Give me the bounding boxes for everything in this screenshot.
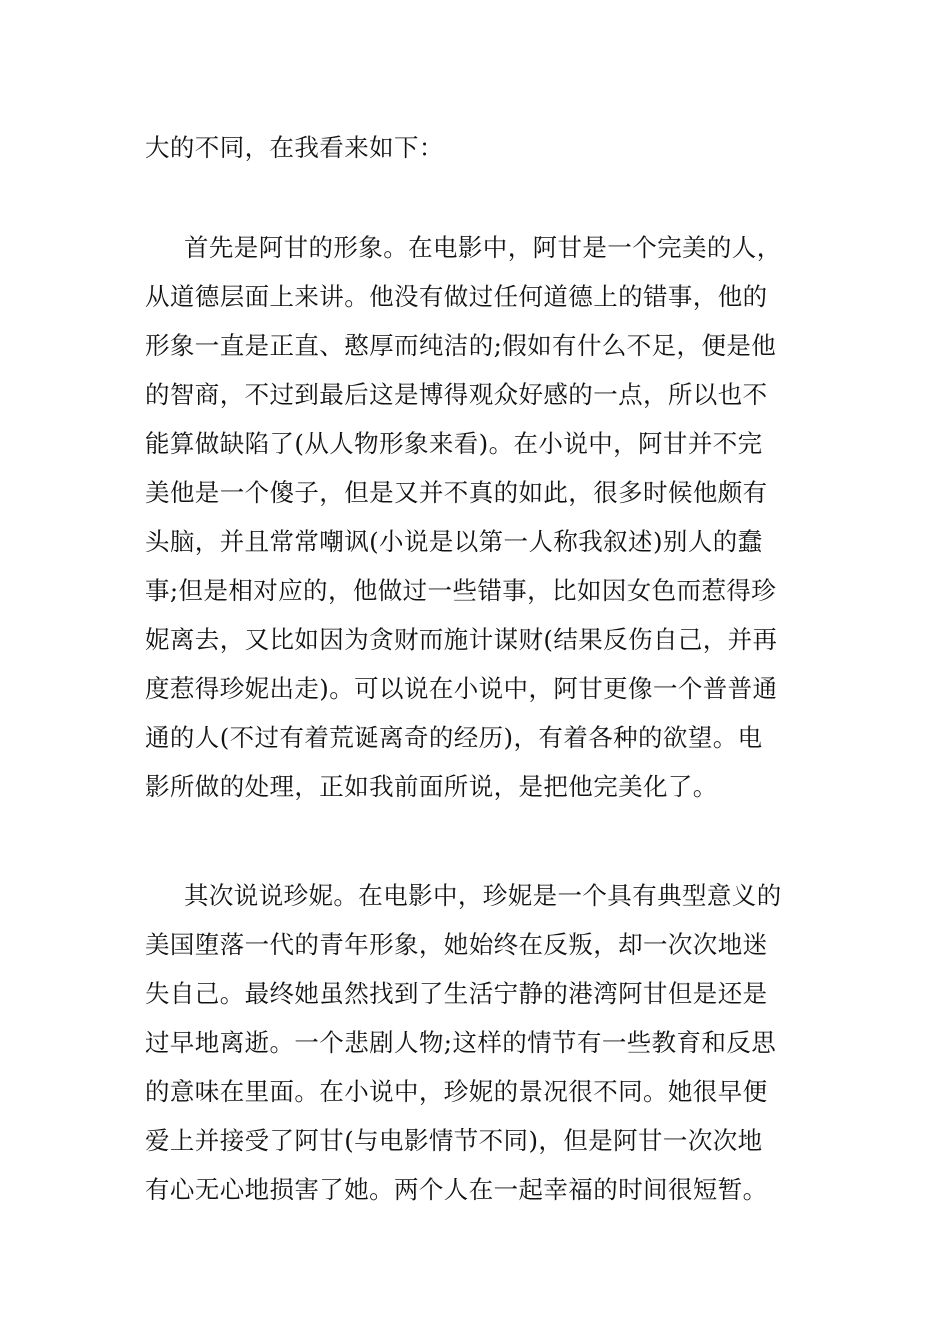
text-line: 事;但是相对应的，他做过一些错事，比如因女色而惹得珍 — [145, 576, 777, 605]
text-line: 从道德层面上来讲。他没有做过任何道德上的错事，他的 — [145, 282, 768, 311]
text-line: 能算做缺陷了(从人物形象来看)。在小说中，阿甘并不完 — [145, 429, 763, 458]
text-line: 影所做的处理，正如我前面所说，是把他完美化了。 — [145, 772, 718, 801]
paragraph-forrest-image — [145, 223, 810, 811]
text-line: 度惹得珍妮出走)。可以说在小说中，阿甘更像一个普普通 — [145, 674, 778, 703]
text-line: 通的人(不过有着荒诞离奇的经历)，有着各种的欲望。电 — [145, 723, 763, 752]
text-line: 有心无心地损害了她。两个人在一起幸福的时间很短暂。 — [145, 1175, 768, 1204]
text-line: 头脑，并且常常嘲讽(小说是以第一人称我叙述)别人的蠢 — [145, 527, 763, 556]
text-line: 的意味在里面。在小说中，珍妮的景况很不同。她很早便 — [145, 1077, 768, 1106]
text-line: 妮离去，又比如因为贪财而施计谋财(结果反伤自己，并再 — [145, 625, 778, 654]
text-line: 爱上并接受了阿甘(与电影情节不同)，但是阿甘一次次地 — [145, 1126, 763, 1155]
paragraph-intro-fragment — [145, 123, 810, 172]
text-line: 其次说说珍妮。在电影中，珍妮是一个具有典型意义的 — [184, 881, 782, 910]
text-line: 失自己。最终她虽然找到了生活宁静的港湾阿甘但是还是 — [145, 979, 768, 1008]
text-line: 的智商，不过到最后这是博得观众好感的一点，所以也不 — [145, 380, 768, 409]
paragraph-jenny — [145, 871, 810, 1214]
text-line: 美他是一个傻子，但是又并不真的如此，很多时候他颇有 — [145, 478, 768, 507]
text-line: 首先是阿甘的形象。在电影中，阿甘是一个完美的人， — [184, 233, 782, 262]
text-line: 大的不同，在我看来如下： — [145, 133, 444, 162]
text-line: 形象一直是正直、憨厚而纯洁的;假如有什么不足，便是他 — [145, 331, 777, 360]
text-line: 美国堕落一代的青年形象，她始终在反叛，却一次次地迷 — [145, 930, 768, 959]
text-line: 过早地离逝。一个悲剧人物;这样的情节有一些教育和反思 — [145, 1028, 777, 1057]
